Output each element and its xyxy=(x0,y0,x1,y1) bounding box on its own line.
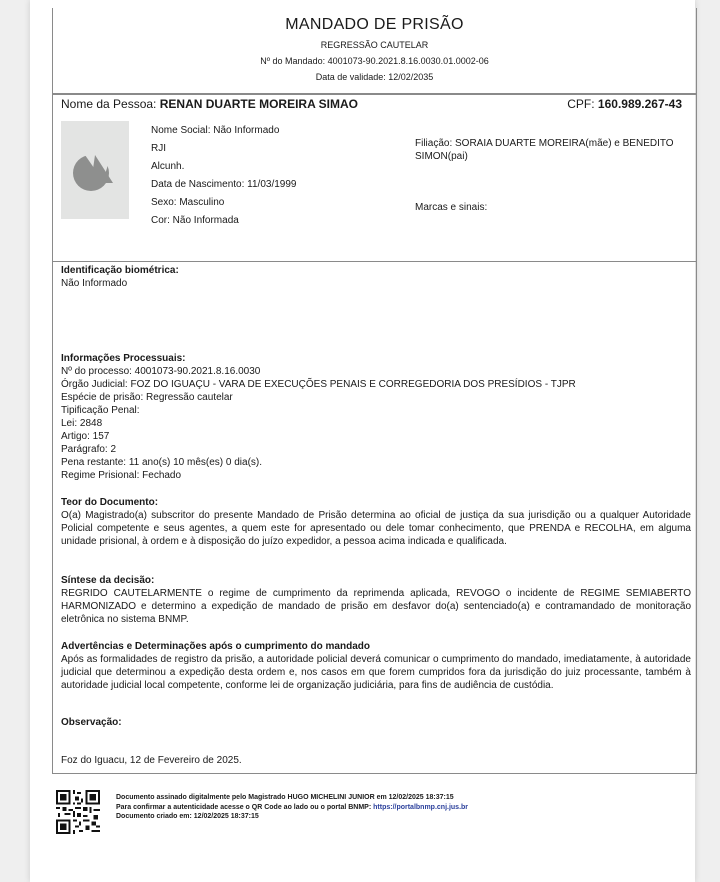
artigo: Artigo: 157 xyxy=(61,431,110,442)
rj: RJI xyxy=(151,143,166,154)
teor-text: O(a) Magistrado(a) subscritor do presente Mandado de Prisão determina ao oficial de justiça da sua jurisdição ou a qualquer Autoridade Policial competente e seus agentes, a quem este for apresentado ou dele tomar conhecimento, que PRENDA e RECOLHA, em alguma unidade prisional, à ordem e à disposição do juízo expedidor, a pessoa acima indicada e qualificada. xyxy=(61,510,691,547)
teor-title: Teor do Documento: xyxy=(61,497,159,508)
document-subtitle: REGRESSÃO CAUTELAR xyxy=(320,40,429,50)
color: Cor: Não Informada xyxy=(151,215,239,226)
authenticity-text: Para confirmar a autenticidade acesse o QR Code ao lado ou o portal BNMP: xyxy=(116,803,372,811)
validity-date: Data de validade: 12/02/2035 xyxy=(315,72,434,82)
creation-date-line: Documento criado em: 12/02/2025 18:37:15 xyxy=(116,813,259,820)
local-data: Foz do Iguacu, 12 de Fevereiro de 2025. xyxy=(61,755,242,766)
advertencias-section xyxy=(61,640,691,692)
person-name-value: RENAN DUARTE MOREIRA SIMAO xyxy=(159,97,358,111)
person-section xyxy=(52,94,697,262)
biometric-title: Identificação biométrica: xyxy=(61,265,179,276)
photo-placeholder xyxy=(61,121,129,219)
signature-footer xyxy=(56,790,656,834)
cpf-label: CPF: xyxy=(567,97,595,111)
person-name xyxy=(61,97,358,111)
document-header xyxy=(52,8,697,94)
birth-date: Data de Nascimento: 11/03/1999 xyxy=(151,179,297,190)
signature-line: Documento assinado digitalmente pelo Magistrado HUGO MICHELINI JUNIOR em 12/02/2025 18:37:15 xyxy=(116,794,454,801)
sintese-title: Síntese da decisão: xyxy=(61,575,155,586)
person-placeholder-icon xyxy=(61,121,129,219)
main-section xyxy=(52,262,697,774)
document-title: MANDADO DE PRISÃO xyxy=(285,16,464,33)
observacao-title: Observação: xyxy=(61,717,122,728)
person-cpf xyxy=(567,97,682,111)
regime-prisional: Regime Prisional: Fechado xyxy=(61,470,182,481)
document-page xyxy=(30,0,695,882)
processual-section xyxy=(61,352,691,482)
biometric-section xyxy=(61,264,691,290)
pena-restante: Pena restante: 11 ano(s) 10 mês(es) 0 dia(s). xyxy=(61,457,263,468)
person-details xyxy=(151,122,296,230)
cpf-value: 160.989.267-43 xyxy=(597,97,682,111)
alcunha: Alcunh. xyxy=(151,161,185,172)
lei: Lei: 2848 xyxy=(61,418,103,429)
observacao-section xyxy=(61,716,691,729)
orgao-judicial: Órgão Judicial: FOZ DO IGUAÇU - VARA DE EXECUÇÕES PENAIS E CORREGEDORIA DOS PRESÍDIOS - TJPR xyxy=(61,379,576,390)
qr-code-icon[interactable] xyxy=(56,790,100,834)
sintese-section xyxy=(61,574,691,626)
marcas-e-sinais: Marcas e sinais: xyxy=(415,202,488,213)
tipificacao-penal: Tipificação Penal: xyxy=(61,405,140,416)
advertencias-text: Após as formalidades de registro da prisão, a autoridade policial deverá comunicar o cumprimento do mandado, imediatamente, à autoridade judicial que determinou a expedição desta ordem e, nos casos em que forem cumpridos fora da jurisdição do juiz processante, também à autoridade judicial local competente, conforme lei de organização judiciária, para fins de audiência de custódia. xyxy=(61,654,691,691)
authenticity-line xyxy=(116,803,468,813)
footer-text xyxy=(116,793,468,822)
advertencias-title: Advertências e Determinações após o cumprimento do mandado xyxy=(61,641,370,652)
mandado-number: Nº do Mandado: 4001073-90.2021.8.16.0030.01.0002-06 xyxy=(260,56,489,66)
teor-section xyxy=(61,496,691,548)
biometric-value: Não Informado xyxy=(61,278,128,289)
paragrafo: Parágrafo: 2 xyxy=(61,444,117,455)
sex: Sexo: Masculino xyxy=(151,197,225,208)
nome-social: Nome Social: Não Informado xyxy=(151,125,280,136)
sintese-text: REGRIDO CAUTELARMENTE o regime de cumprimento da reprimenda aplicada, REVOGO o incidente de REGIME SEMIABERTO HARMONIZADO e determino a expedição de mandado de prisão em desfavor do(a) sentenciado(a) e contramandado de monitoração eletrônica no sistema BNMP. xyxy=(61,588,691,625)
portal-bnmp-link[interactable]: https://portalbnmp.cnj.jus.br xyxy=(373,803,469,811)
person-name-label: Nome da Pessoa: xyxy=(61,97,157,111)
processo-number: Nº do processo: 4001073-90.2021.8.16.0030 xyxy=(61,366,261,377)
especie-prisao: Espécie de prisão: Regressão cautelar xyxy=(61,392,233,403)
filiacao: Filiação: SORAIA DUARTE MOREIRA(mãe) e BENEDITO SIMON(pai) xyxy=(415,138,674,162)
processual-title: Informações Processuais: xyxy=(61,353,186,364)
